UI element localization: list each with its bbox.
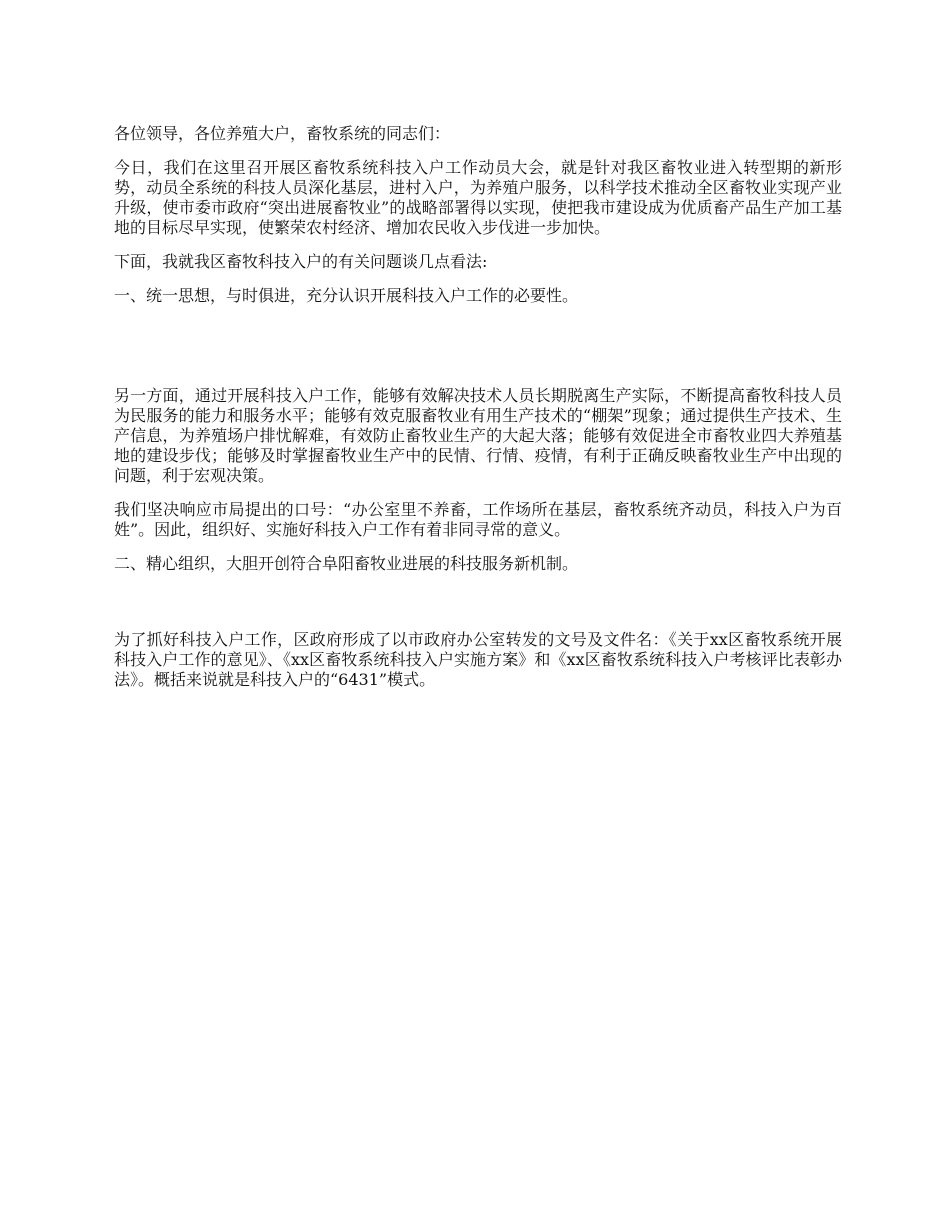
paragraph-transition: 下面，我就我区畜牧科技入户的有关问题谈几点看法: [114, 252, 488, 271]
paragraph-benefits: 另一方面，通过开展科技入户工作，能够有效解决技术人员长期脱离生产实际，不断提高畜牧科技人员为民服务的能力和服务水平；能够有效克服畜牧业有用生产技术的“棚架”现象；通过提供生产技术、生产信息，为养殖场户排忧解难，有效防止畜牧业生产的大起大落；能够有效促进全市畜牧业四大养殖基地的建设步伐；能够及时掌握畜牧业生产中的民情、行情、疫情，有利于正确反映畜牧业生产中出现的问题，利于宏观决策。 [114, 386, 842, 485]
section-heading-1: 一、统一思想，与时俱进，充分认识开展科技入户工作的必要性。 [114, 286, 579, 305]
blank-gap [114, 588, 842, 630]
paragraph-intro: 今日，我们在这里召开展区畜牧系统科技入户工作动员大会，就是针对我区畜牧业进入转型期的新形势，动员全系统的科技人员深化基层，进村入户，为养殖户服务，以科学技术推动全区畜牧业实现产业升级，使市委市政府“突出进展畜牧业”的战略部署得以实现，使把我市建设成为优质畜产品生产加工基地的目标尽早实现，使繁荣农村经济、增加农民收入步伐进一步加快。 [114, 158, 842, 237]
paragraph-model: 为了抓好科技入户工作，区政府形成了以市政府办公室转发的文号及文件名：《关于xx区畜牧系统开展科技入户工作的意见》、《xx区畜牧系统科技入户实施方案》和《xx区畜牧系统科技入户考核评比表彰办法》。概括来说就是科技入户的“6431”模式。 [114, 630, 842, 689]
greeting: 各位领导，各位养殖大户，畜牧系统的同志们： [114, 124, 451, 143]
blank-gap [114, 320, 842, 386]
document-body [114, 124, 842, 704]
paragraph-slogan: 我们坚决响应市局提出的口号：“办公室里不养畜，工作场所在基层，畜牧系统齐动员，科技入户为百姓”。因此，组织好、实施好科技入户工作有着非同寻常的意义。 [114, 500, 842, 539]
section-heading-2: 二、精心组织，大胆开创符合阜阳畜牧业进展的科技服务新机制。 [114, 554, 579, 573]
